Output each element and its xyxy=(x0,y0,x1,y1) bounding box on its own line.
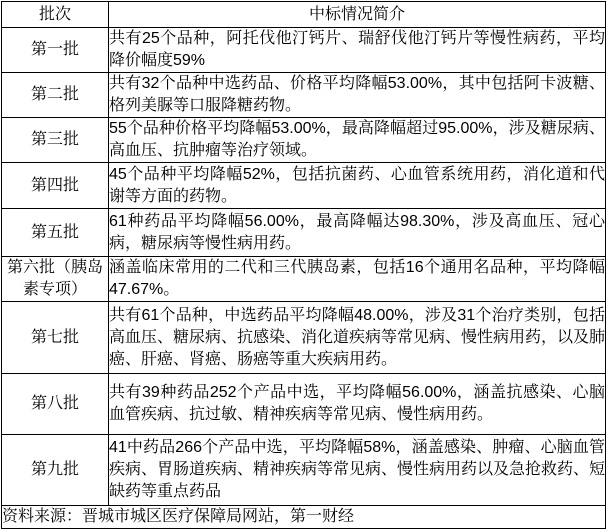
batch-summary: 61种药品平均降幅56.00%，最高降幅达98.30%，涉及高血压、冠心病，糖尿病等慢性病用药。 xyxy=(109,209,606,257)
batch-summary: 55个品种价格平均降幅53.00%，最高降幅超过95.00%，涉及糖尿病、高血压、抗肿瘤等治疗领域。 xyxy=(109,118,606,163)
table-row xyxy=(2,163,606,209)
batch-summary: 共有32个品种中选药品、价格平均降幅53.00%，其中包括阿卡波糖、格列美脲等口服降糖药物。 xyxy=(109,73,606,118)
table-row xyxy=(2,302,606,374)
source-note: 资料来源：晋城市城区医疗保障局网站，第一财经 xyxy=(2,506,606,529)
header-summary: 中标情况简介 xyxy=(109,2,606,28)
table-row xyxy=(2,28,606,73)
table-row xyxy=(2,435,606,506)
batch-label: 第二批 xyxy=(2,73,109,118)
batch-label: 第一批 xyxy=(2,28,109,73)
table-footer-row xyxy=(2,506,606,529)
batch-label: 第七批 xyxy=(2,302,109,374)
batch-label: 第八批 xyxy=(2,374,109,435)
batch-label: 第九批 xyxy=(2,435,109,506)
batch-summary: 45个品种平均降幅52%，包括抗菌药、心血管系统用药，消化道和代谢等方面的药物。 xyxy=(109,163,606,209)
table-row xyxy=(2,73,606,118)
batch-summary: 共有61个品种，中选药品平均降幅48.00%，涉及31个治疗类别，包括高血压、糖尿病、抗感染、消化道疾病等常见病、慢性病用药，以及肺癌、肝癌、肾癌、肠癌等重大疾病用药。 xyxy=(109,302,606,374)
batch-summary: 涵盖临床常用的二代和三代胰岛素，包括16个通用名品种，平均降幅47.67%。 xyxy=(109,257,606,302)
table-row xyxy=(2,257,606,302)
table-row xyxy=(2,209,606,257)
drug-procurement-table xyxy=(1,1,606,529)
batch-summary: 共有25个品种，阿托伐他汀钙片、瑞舒伐他汀钙片等慢性病药，平均降价幅度59% xyxy=(109,28,606,73)
table-header-row xyxy=(2,2,606,28)
batch-label: 第四批 xyxy=(2,163,109,209)
batch-label: 第五批 xyxy=(2,209,109,257)
header-batch: 批次 xyxy=(2,2,109,28)
batch-label: 第六批（胰岛素专项） xyxy=(2,257,109,302)
batch-label: 第三批 xyxy=(2,118,109,163)
table-row xyxy=(2,374,606,435)
table-row xyxy=(2,118,606,163)
batch-summary: 41中药品266个产品中选，平均降幅58%，涵盖感染、肿瘤、心脑血管疾病、胃肠道疾病、精神疾病等常见病、慢性病用药以及急抢救药、短缺药等重点药品 xyxy=(109,435,606,506)
batch-summary: 共有39种药品252个产品中选，平均降幅56.00%，涵盖抗感染、心脑血管疾病、抗过敏、精神疾病等常见病、慢性病用药。 xyxy=(109,374,606,435)
